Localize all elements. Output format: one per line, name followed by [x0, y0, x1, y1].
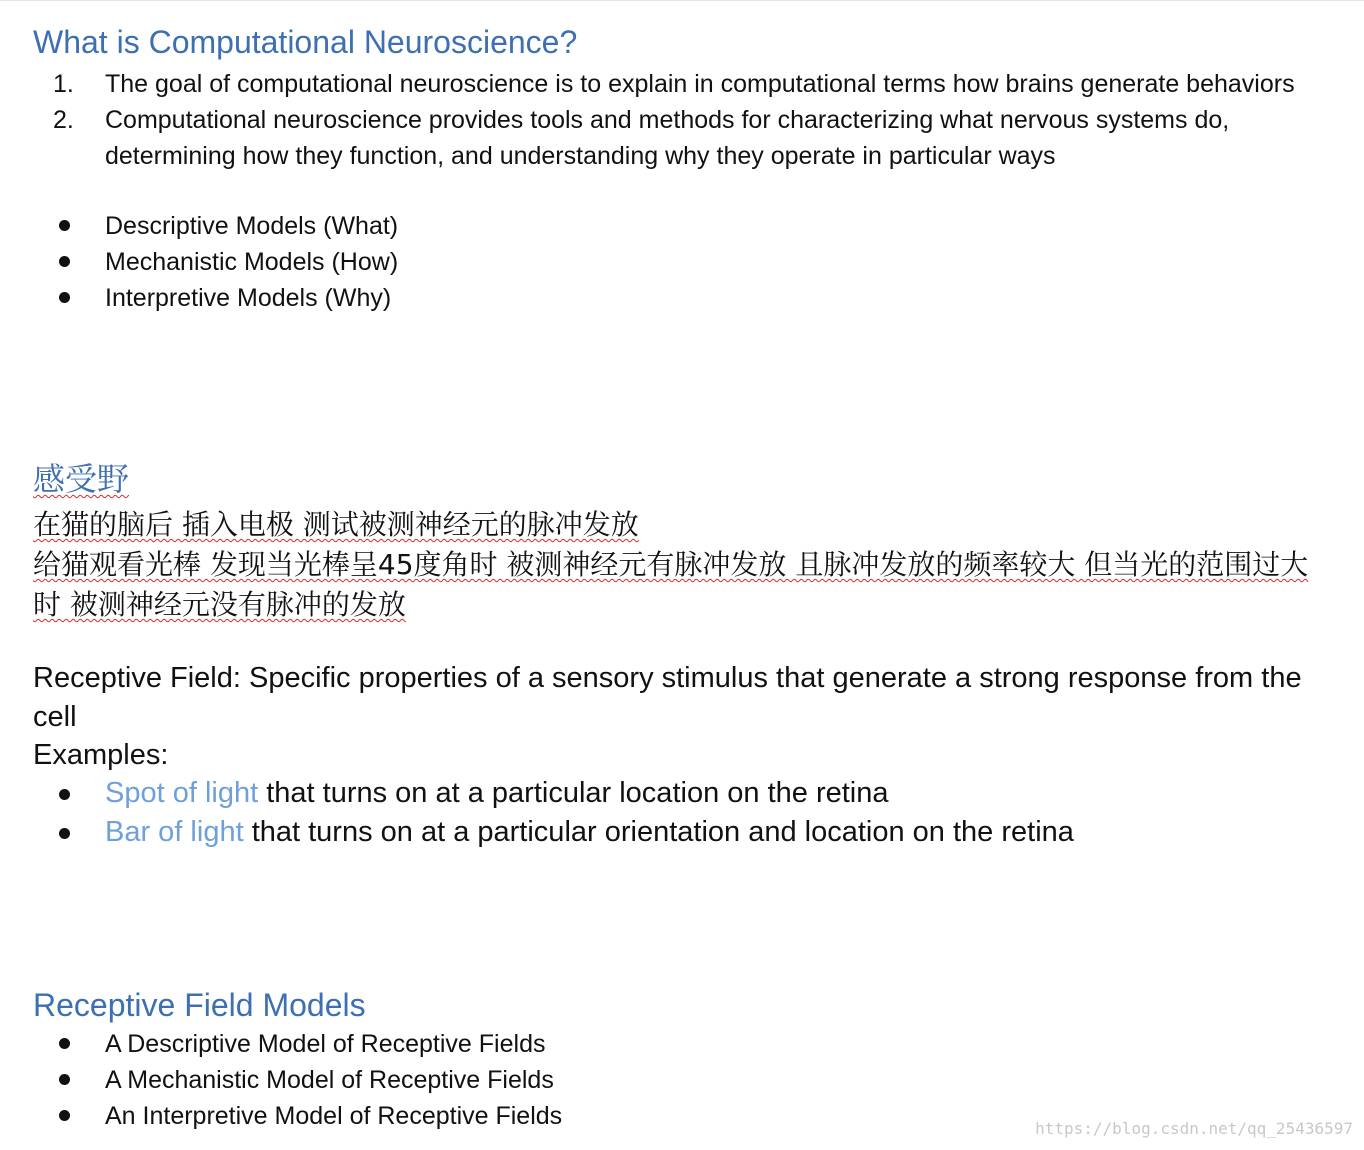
- list-number: 1.: [53, 70, 74, 98]
- model-types-list: [0, 208, 1364, 316]
- bullet-icon: [59, 1110, 70, 1121]
- page-top-border: [0, 0, 1364, 1]
- section-title-receptive-field-cn: [33, 459, 129, 499]
- section-title-receptive-field-models: Receptive Field Models: [33, 987, 366, 1023]
- list-item: [0, 208, 1364, 244]
- spellcheck-underlined-text: 在猫的脑后 插入电极 测试被测神经元的脉冲发放: [33, 508, 639, 541]
- list-item: [0, 813, 1364, 852]
- list-number: 2.: [53, 106, 74, 134]
- list-item: [0, 244, 1364, 280]
- list-item-text: Interpretive Models (Why): [105, 284, 392, 312]
- examples-list: [0, 774, 1364, 852]
- highlighted-term: Spot of light: [105, 777, 259, 809]
- bullet-icon: [59, 220, 70, 231]
- models-list: [0, 1026, 1364, 1134]
- examples-label: Examples:: [33, 739, 169, 771]
- list-item: [0, 280, 1364, 316]
- section-title-computational-neuroscience: What is Computational Neuroscience?: [33, 24, 578, 60]
- list-item-text: that turns on at a particular location on the retina: [258, 777, 889, 809]
- list-item-text: Computational neuroscience provides tools and methods for characterizing what nervous systems do, determining how they function, and understanding why they operate in particular ways: [105, 106, 1230, 170]
- list-item-text: Mechanistic Models (How): [105, 248, 399, 276]
- highlighted-term: Bar of light: [105, 816, 244, 848]
- bullet-icon: [59, 1038, 70, 1049]
- list-item-text: An Interpretive Model of Receptive Fields: [105, 1102, 563, 1130]
- list-item-text: Descriptive Models (What): [105, 212, 399, 240]
- numbered-item: [0, 66, 1364, 102]
- numbered-list: [0, 66, 1364, 174]
- list-item-text: that turns on at a particular orientation and location on the retina: [243, 816, 1074, 848]
- definition-text: Receptive Field: Specific properties of a sensory stimulus that generate a strong response from the cell: [33, 662, 1302, 733]
- spellcheck-underlined-text: 给猫观看光棒 发现当光棒呈45度角时 被测神经元有脉冲发放 且脉冲发放的频率较大 但当光的范围过大时 被测神经元没有脉冲的发放: [33, 548, 1309, 621]
- receptive-field-definition: [33, 659, 1333, 773]
- chinese-paragraph: [33, 505, 1333, 625]
- list-item-text: A Descriptive Model of Receptive Fields: [105, 1030, 546, 1058]
- list-item: [0, 774, 1364, 813]
- bullet-icon: [59, 292, 70, 303]
- spellcheck-underlined-text: 感受野: [33, 461, 130, 497]
- watermark: https://blog.csdn.net/qq_25436597: [1035, 1119, 1353, 1138]
- bullet-icon: [59, 828, 70, 839]
- list-item: [0, 1026, 1364, 1062]
- paragraph-line: [33, 505, 1333, 545]
- bullet-icon: [59, 256, 70, 267]
- bullet-icon: [59, 1074, 70, 1085]
- paragraph-line: [33, 545, 1333, 625]
- bullet-icon: [59, 789, 70, 800]
- list-item: [0, 1062, 1364, 1098]
- list-item-text: The goal of computational neuroscience is to explain in computational terms how brains generate behaviors: [105, 70, 1295, 98]
- list-item-text: A Mechanistic Model of Receptive Fields: [105, 1066, 554, 1094]
- numbered-item: [0, 102, 1364, 174]
